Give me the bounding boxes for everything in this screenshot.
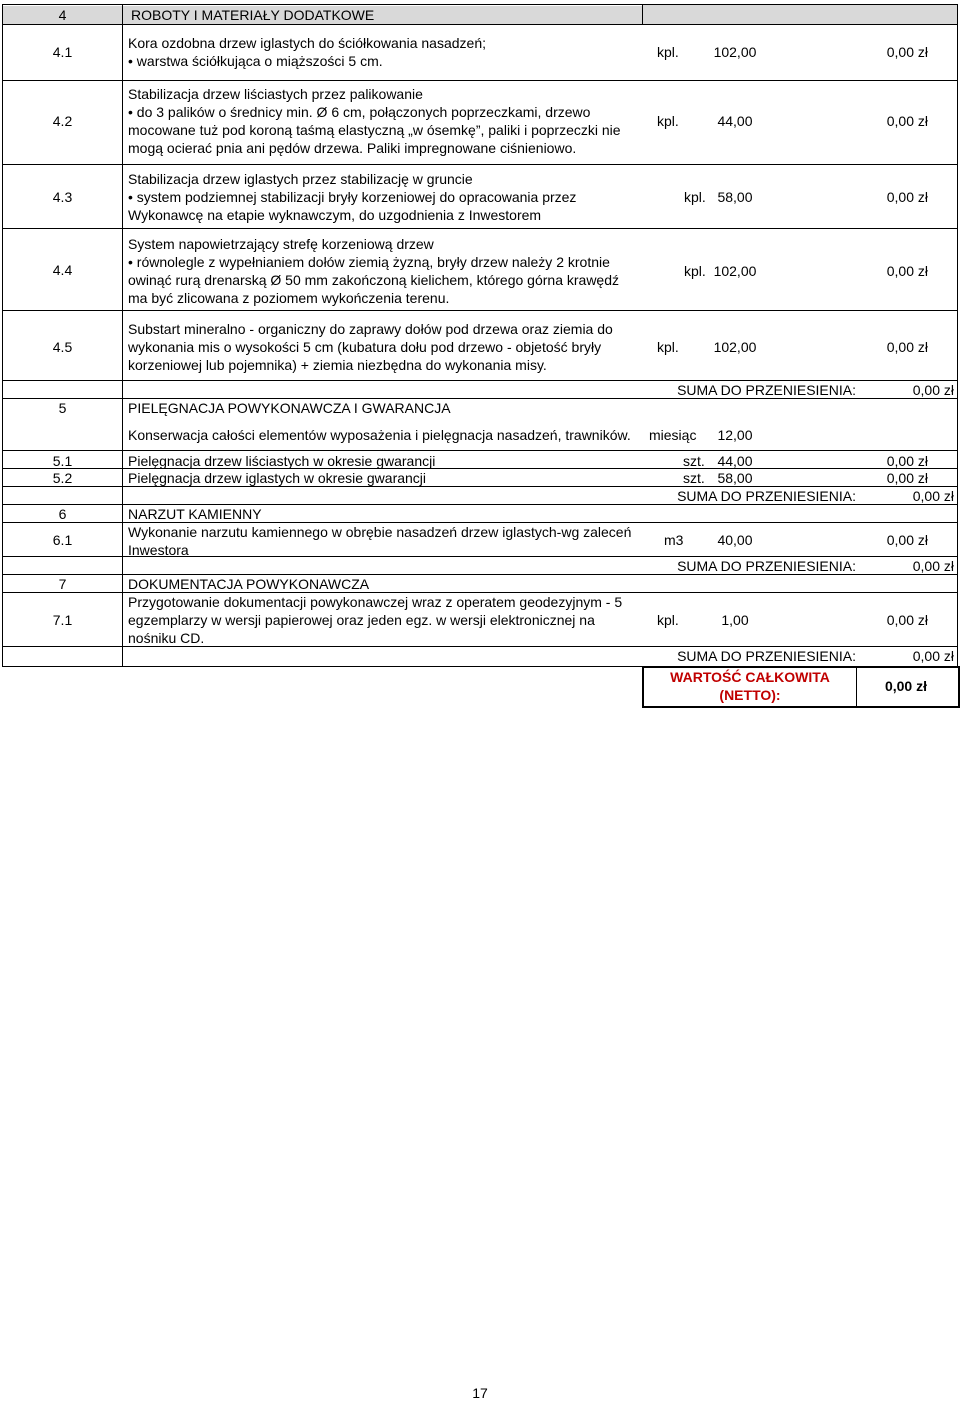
sum-label: SUMA DO PRZENIESIENIA: xyxy=(677,382,856,398)
item-quantity: 102,00 xyxy=(713,44,757,60)
header-fill xyxy=(643,5,957,24)
section-title: DOKUMENTACJA POWYKONAWCZA xyxy=(128,576,370,592)
item-value: 0,00 zł xyxy=(886,113,928,129)
row-divider xyxy=(2,80,958,81)
total-label: WARTOŚĆ CAŁKOWITA xyxy=(670,669,830,685)
item-description: Wykonanie narzutu kamiennego w obrębie nasadzeń drzew iglastych-wg zaleceń xyxy=(128,524,632,540)
item-description: • system podziemnej stabilizacji bryły korzeniowej do opracowania przez xyxy=(128,189,577,205)
item-quantity: 44,00 xyxy=(717,453,753,469)
item-description: Konserwacja całości elementów wyposażenia i pielęgnacja nasadzeń, trawników. xyxy=(128,427,631,443)
item-unit: kpl. xyxy=(657,113,679,129)
section-number: 6 xyxy=(58,506,67,522)
item-description: mocowane tuż pod koroną taśmą elastyczną „w ósemkę”, paliki i poprzeczki nie xyxy=(128,122,621,138)
total-label: (NETTO): xyxy=(719,687,781,703)
item-quantity: 12,00 xyxy=(717,427,753,443)
item-description: Pielęgnacja drzew liściastych w okresie gwarancji xyxy=(128,453,436,469)
row-divider xyxy=(2,450,958,451)
item-number: 7.1 xyxy=(52,612,73,628)
item-quantity: 44,00 xyxy=(717,113,753,129)
item-unit: kpl. xyxy=(657,339,679,355)
item-description: • równolegle z wypełnianiem dołów ziemią żyzną, bryły drzew należy 2 krotnie xyxy=(128,254,610,270)
item-description: Pielęgnacja drzew iglastych w okresie gwarancji xyxy=(128,470,427,486)
item-unit: m3 xyxy=(664,532,684,548)
item-value: 0,00 zł xyxy=(886,612,928,628)
sum-label: SUMA DO PRZENIESIENIA: xyxy=(677,648,856,664)
item-description: Stabilizacja drzew liściastych przez palikowanie xyxy=(128,86,423,102)
item-unit: miesiąc xyxy=(649,427,697,443)
item-value: 0,00 zł xyxy=(886,470,928,486)
item-number: 4.5 xyxy=(52,339,73,355)
sum-value: 0,00 zł xyxy=(912,648,954,664)
item-description: Substart mineralno - organiczny do zaprawy dołów pod drzewa oraz ziemia do xyxy=(128,321,613,337)
item-description: Wykonawcę na etapie wyknawczym, do uzgodnienia z Inwestorem xyxy=(128,207,542,223)
item-description: korzeniowej lub pojemnika) + ziemia niezbędna do wykonania misy. xyxy=(128,357,547,373)
item-description: • do 3 palików o średnicy min. Ø 6 cm, połączonych poprzeczkami, drzewo xyxy=(128,104,591,120)
item-description: System napowietrzający strefę korzeniową drzew xyxy=(128,236,434,252)
row-divider xyxy=(2,666,643,667)
item-unit: kpl. xyxy=(684,189,706,205)
item-description: egzemplarzy w wersji papierowej oraz jeden egz. w wersji elektronicznej na xyxy=(128,612,595,628)
sum-value: 0,00 zł xyxy=(912,488,954,504)
section-title: PIELĘGNACJA POWYKONAWCZA I GWARANCJA xyxy=(128,400,451,416)
item-description: Przygotowanie dokumentacji powykonawczej wraz z operatem geodezyjnym - 5 xyxy=(128,594,623,610)
item-description: wykonania mis o wysokości 5 cm (kubatura dołu pod drzewo - objetość bryły xyxy=(128,339,602,355)
row-divider xyxy=(2,310,958,311)
row-divider xyxy=(2,24,958,25)
item-value: 0,00 zł xyxy=(886,189,928,205)
item-description: • warstwa ściółkująca o miąższości 5 cm. xyxy=(128,53,383,69)
section-number: 7 xyxy=(58,576,67,592)
item-unit: kpl. xyxy=(657,612,679,628)
table-border-right xyxy=(957,4,958,667)
sum-label: SUMA DO PRZENIESIENIA: xyxy=(677,488,856,504)
total-value: 0,00 zł xyxy=(884,678,927,694)
item-unit: kpl. xyxy=(684,263,706,279)
sum-value: 0,00 zł xyxy=(912,558,954,574)
section-title: NARZUT KAMIENNY xyxy=(128,506,262,522)
item-value: 0,00 zł xyxy=(886,532,928,548)
section-title: ROBOTY I MATERIAŁY DODATKOWE xyxy=(123,6,642,24)
sum-value: 0,00 zł xyxy=(912,382,954,398)
item-value: 0,00 zł xyxy=(886,263,928,279)
item-number: 6.1 xyxy=(52,532,73,548)
item-value: 0,00 zł xyxy=(886,453,928,469)
item-number: 5.1 xyxy=(52,453,73,469)
section-number: 5 xyxy=(58,400,67,416)
item-number: 5.2 xyxy=(52,470,73,486)
item-number: 4.3 xyxy=(52,189,73,205)
item-description: ma być zlicowana z poziomem wykończenia terenu. xyxy=(128,290,450,306)
item-quantity: 58,00 xyxy=(717,470,753,486)
row-divider xyxy=(2,228,958,229)
item-number: 4.2 xyxy=(52,113,73,129)
item-description: nośniku CD. xyxy=(128,630,205,646)
item-number: 4.1 xyxy=(52,44,73,60)
item-unit: szt. xyxy=(683,453,705,469)
item-quantity: 40,00 xyxy=(717,532,753,548)
item-value: 0,00 zł xyxy=(886,339,928,355)
item-value: 0,00 zł xyxy=(886,44,928,60)
item-description: Kora ozdobna drzew iglastych do ściółkowania nasadzeń; xyxy=(128,35,486,51)
item-description: owinąć rurą drenarską Ø 50 mm zakończoną kielichem, którego górna krawędź xyxy=(128,272,620,288)
item-quantity: 102,00 xyxy=(713,339,757,355)
item-unit: szt. xyxy=(683,470,705,486)
page-number: 17 xyxy=(472,1385,488,1401)
item-description: Inwestora xyxy=(128,542,189,558)
sum-label: SUMA DO PRZENIESIENIA: xyxy=(677,558,856,574)
item-unit: kpl. xyxy=(657,44,679,60)
item-quantity: 102,00 xyxy=(713,263,757,279)
table-border-left xyxy=(2,4,3,667)
item-description: Stabilizacja drzew iglastych przez stabilizację w gruncie xyxy=(128,171,473,187)
item-quantity: 58,00 xyxy=(717,189,753,205)
item-number: 4.4 xyxy=(52,262,73,278)
row-divider xyxy=(2,164,958,165)
item-quantity: 1,00 xyxy=(721,612,749,628)
column-divider xyxy=(122,4,123,667)
item-description: mogą ocierać pnia ani pędów drzewa. Paliki impregnowane ciśnieniowo. xyxy=(128,140,577,156)
section-number: 4 xyxy=(3,6,122,24)
